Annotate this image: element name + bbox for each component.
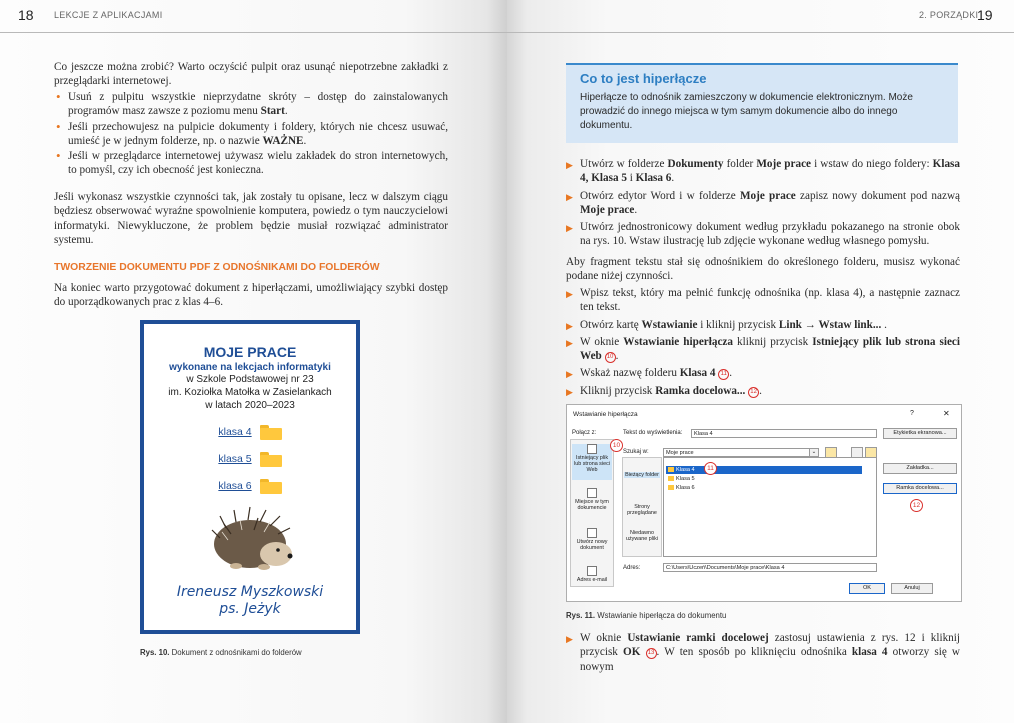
poster-line: w Szkole Podstawowej nr 23 — [186, 374, 314, 385]
mail-icon — [587, 566, 597, 576]
bookmark-button[interactable]: Zakładka... — [883, 463, 957, 474]
current-folder-button[interactable]: Bieżący folder — [625, 472, 659, 478]
new-document-icon — [587, 528, 597, 538]
header-rule — [0, 32, 507, 33]
box-text: Hiperłącze to odnośnik zamieszczony w dokumencie elektronicznym. Może prowadzić do innego miejsca w tym samym dokumencie albo do innego dokumentu. — [580, 92, 913, 131]
list-item: ▶ W oknie Ustawianie ramki docelowej zastosuj ustawienia z rys. 12 i kliknij przycisk OK 13 . W ten sposób po kliknięciu odnośnika klasa 4 otworzy się w nowym — [566, 631, 960, 674]
list-item: • Usuń z pulpitu wszystkie nieprzydatne skróty – dostęp do zainstalowanych programów masz zawsze z poziomu menu Start. — [54, 90, 448, 119]
list-item: ▶ Otwórz kartę Wstawianie i kliknij przycisk Link → Wstaw link... . — [566, 318, 960, 332]
figure-caption: Rys. 10. Dokument z odnośnikami do folderów — [140, 648, 302, 657]
steps-list — [566, 157, 960, 252]
list-item: ▶ Utwórz w folderze Dokumenty folder Moje prace i wstaw do niego foldery: Klasa 4, Klasa 5 i Klasa 6. — [566, 157, 960, 186]
page-number: 19 — [977, 7, 993, 23]
cancel-button[interactable]: Anuluj — [891, 583, 933, 594]
close-icon[interactable]: ✕ — [943, 409, 950, 418]
steps-list — [566, 631, 960, 677]
email-address-button[interactable]: Adres e-mail — [572, 566, 612, 583]
box-title: Co to jest hiperłącze — [580, 71, 707, 86]
place-in-document-button[interactable]: Miejsce w tym dokumencie — [572, 488, 612, 511]
link-klasa-5[interactable]: klasa 5 — [218, 453, 252, 465]
intro-text: Co jeszcze można zrobić? Warto oczyścić pulpit oraz usunąć niepotrzebne zakładki z przeglądarki internetowej. — [54, 61, 448, 88]
poster-title: MOJE PRACE — [203, 344, 297, 360]
existing-file-button[interactable]: Istniejący plik lub strona sieci Web — [572, 444, 612, 480]
file-list[interactable] — [663, 457, 877, 557]
folder-icon — [668, 467, 674, 472]
running-header: 2. PORZĄDKI — [919, 10, 979, 20]
display-text-input[interactable]: Klasa 4 — [691, 429, 877, 438]
address-input[interactable]: C:\Users\Uczeń\Documents\Moje prace\Klasa 4 — [663, 563, 877, 572]
step-number-badge: 11 — [704, 462, 717, 475]
step-number-badge: 11 — [718, 369, 729, 380]
folder-icon — [260, 452, 282, 467]
step-number-badge: 10 — [605, 352, 616, 363]
poster-line: w latach 2020–2023 — [205, 400, 295, 411]
target-frame-button[interactable]: Ramka docelowa... — [883, 483, 957, 494]
document-icon — [587, 488, 597, 498]
folder-icon — [260, 425, 282, 440]
globe-icon — [587, 444, 597, 454]
list-item: ▶ Otwórz edytor Word i w folderze Moje prace zapisz nowy dokument pod nazwą Moje prace. — [566, 189, 960, 218]
recent-files-button[interactable]: Niedawno używane pliki — [625, 530, 659, 543]
section-text: Na koniec warto przygotować dokument z hiperłączami, umożliwiający szybki dostęp do uporządkowanych prac z klas 4–6. — [54, 282, 448, 309]
link-klasa-4[interactable]: klasa 4 — [218, 426, 252, 438]
author-name: Ireneusz Myszkowski — [176, 584, 324, 600]
list-item: • Jeśli przechowujesz na pulpicie dokumenty i foldery, których nie chcesz usuwać, umieść je w jednym folderze, np. o nazwie WAŻNE. — [54, 120, 448, 149]
step-number-badge: 10 — [610, 439, 623, 452]
list-item: • Jeśli w przeglądarce internetowej używasz wielu zakładek do stron internetowych, to pomyśl, czy ich obecność jest konieczna. — [54, 149, 448, 178]
running-header: LEKCJE Z APLIKACJAMI — [54, 10, 163, 20]
list-item[interactable]: Klasa 4 — [666, 466, 862, 474]
list-item: ▶ Utwórz jednostronicowy dokument według przykładu pokazanego na stronie obok na rys. 10. Wstaw ilustrację lub zdjęcie wykonane według własnego pomysłu. — [566, 220, 960, 249]
folder-icon — [668, 485, 674, 490]
create-new-document-button[interactable]: Utwórz nowy dokument — [572, 528, 612, 551]
browsed-pages-button[interactable]: Strony przeglądane — [627, 504, 657, 517]
steps-list — [566, 286, 960, 401]
poster-signature — [144, 584, 356, 618]
link-to-panel — [570, 439, 614, 587]
poster-figure — [140, 320, 360, 634]
paragraph: Jeśli wykonasz wszystkie czynności tak, jak zostały tu opisane, lecz w dalszym ciągu będziesz obserwować wyraźne spowolnienie komputera, powiedz o tym nauczycielowi informatyki. Niewykluczone, że problem będzie musiał rozwiązać administrator systemu. — [54, 191, 448, 246]
insert-hyperlink-dialog — [566, 404, 962, 602]
list-item[interactable]: Klasa 5 — [666, 475, 862, 483]
ok-button[interactable]: OK — [849, 583, 885, 594]
poster-line: im. Koziołka Matołka w Zasielankach — [168, 387, 332, 398]
screentip-button[interactable]: Etykietka ekranowa... — [883, 428, 957, 439]
tips-list — [54, 90, 448, 179]
list-item: ▶ Kliknij przycisk Ramka docelowa... 12 . — [566, 384, 960, 398]
hedgehog-illustration — [206, 504, 298, 576]
definition-box — [566, 63, 958, 143]
poster-subtitle: wykonane na lekcjach informatyki — [169, 362, 331, 373]
step-number-badge: 12 — [910, 499, 923, 512]
look-in-label: Szukaj w: — [623, 449, 649, 455]
address-label: Adres: — [623, 565, 641, 571]
folder-icon — [668, 476, 674, 481]
connect-label: Połącz z: — [572, 430, 597, 436]
step-number-badge: 13 — [646, 648, 657, 659]
paragraph: Aby fragment tekstu stał się odnośnikiem do określonego folderu, musisz wykonać podane niżej czynności. — [566, 256, 960, 283]
chevron-down-icon[interactable]: ⌄ — [809, 448, 819, 457]
folder-view-panel — [622, 457, 662, 557]
step-number-badge: 12 — [748, 387, 759, 398]
list-item: ▶ Wpisz tekst, który ma pełnić funkcję odnośnika (np. klasa 4), a następnie zaznacz ten tekst. — [566, 286, 960, 315]
link-klasa-6[interactable]: klasa 6 — [218, 480, 252, 492]
page-number: 18 — [18, 7, 34, 23]
list-item[interactable]: Klasa 6 — [666, 484, 862, 492]
figure-caption: Rys. 11. Wstawianie hiperłącza do dokumentu — [566, 611, 727, 620]
folder-icon — [260, 479, 282, 494]
author-nickname: ps. Jeżyk — [219, 601, 281, 617]
folder-links — [144, 419, 356, 500]
header-rule — [507, 32, 1014, 33]
display-text-label: Tekst do wyświetlenia: — [623, 430, 683, 436]
dialog-title: Wstawianie hiperłącza — [573, 411, 638, 418]
section-heading: TWORZENIE DOKUMENTU PDF Z ODNOŚNIKAMI DO FOLDERÓW — [54, 262, 380, 273]
look-in-select[interactable]: Moje prace — [663, 448, 819, 457]
help-icon[interactable]: ? — [910, 410, 914, 417]
list-item: ▶ Wskaż nazwę folderu Klasa 4 11 . — [566, 366, 960, 380]
list-item: ▶ W oknie Wstawianie hiperłącza kliknij przycisk Istniejący plik lub strona sieci Web 10 . — [566, 335, 960, 364]
